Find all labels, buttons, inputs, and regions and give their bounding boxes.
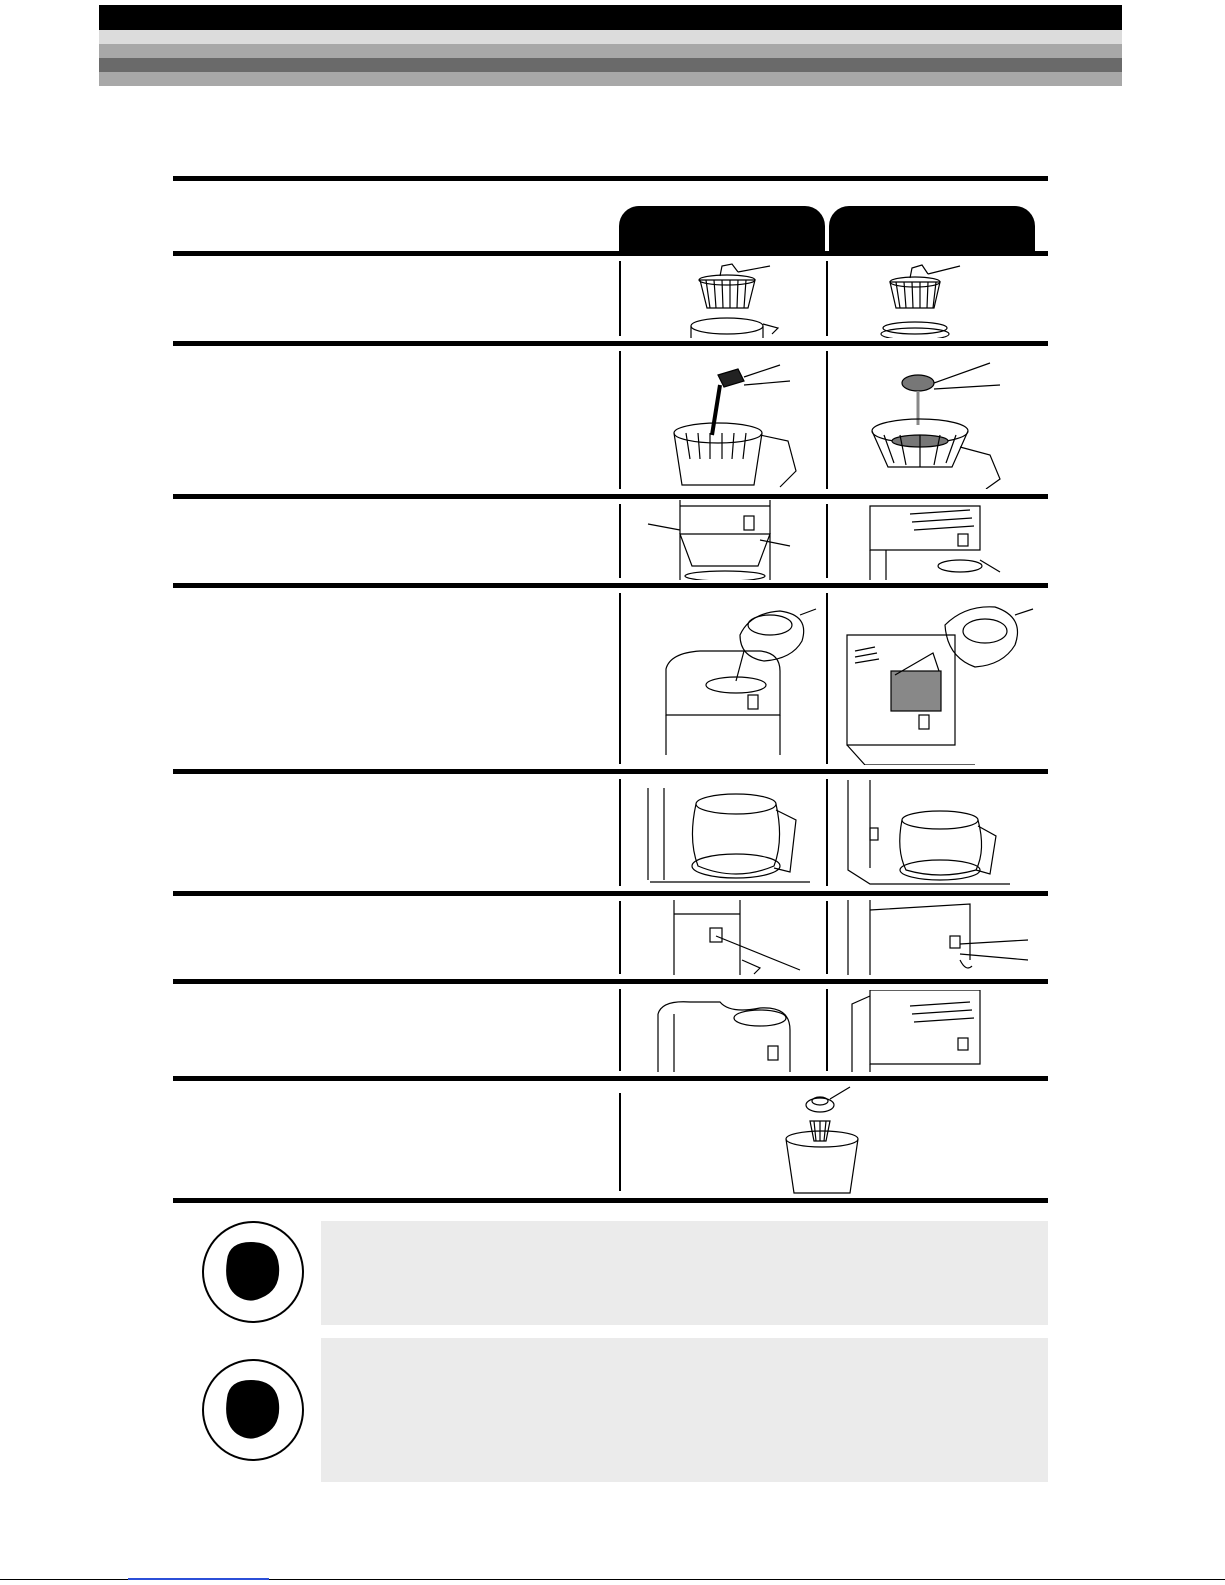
column-separator — [619, 901, 621, 974]
column-separator — [826, 989, 828, 1071]
row-divider — [173, 1076, 1048, 1081]
filter-insert-illustration — [660, 262, 790, 338]
header-stripe-black — [99, 5, 1122, 30]
column-separator — [619, 504, 621, 578]
header-stripe-mid — [99, 44, 1122, 58]
column-tab-1 — [619, 206, 825, 255]
discard-grounds-illustration — [770, 1085, 880, 1195]
note-box-1 — [321, 1221, 1048, 1325]
table-bottom-rule — [173, 1198, 1048, 1203]
carafe-warmer-illustration — [840, 780, 1030, 886]
column-separator — [619, 593, 621, 764]
column-separator — [619, 351, 621, 489]
press-switch-illustration — [840, 900, 1030, 975]
pour-water-illustration — [640, 595, 820, 765]
row-divider — [173, 583, 1048, 588]
row-divider — [173, 341, 1048, 346]
column-separator — [619, 779, 621, 886]
row-divider — [173, 891, 1048, 896]
info-badge-icon — [201, 1358, 305, 1462]
note-box-2 — [321, 1338, 1048, 1482]
column-separator — [826, 779, 828, 886]
place-funnel-illustration — [640, 500, 800, 580]
column-separator — [826, 593, 828, 764]
column-separator — [826, 261, 828, 336]
row-divider — [173, 494, 1048, 499]
footer-link-underline[interactable] — [128, 1578, 269, 1580]
column-separator — [619, 1093, 621, 1191]
press-switch-illustration — [650, 900, 810, 975]
header-stripe-dark — [99, 58, 1122, 72]
filter-insert-illustration — [860, 262, 990, 338]
column-separator — [826, 901, 828, 974]
carafe-warmer-illustration — [640, 780, 820, 886]
add-coffee-illustration — [640, 355, 800, 489]
column-separator — [826, 504, 828, 578]
add-coffee-illustration — [850, 355, 1010, 489]
column-separator — [826, 351, 828, 489]
pour-water-illustration — [835, 595, 1035, 765]
column-tab-2 — [829, 206, 1035, 255]
row-divider — [173, 979, 1048, 984]
column-separator — [619, 989, 621, 1071]
brewer-lid-closed-illustration — [840, 990, 1030, 1072]
header-stripe-light — [99, 30, 1122, 44]
table-top-rule — [173, 176, 1048, 181]
row-divider — [173, 769, 1048, 774]
header-stripe-mid-2 — [99, 72, 1122, 86]
row-divider — [173, 251, 1048, 256]
info-badge-icon — [201, 1220, 305, 1324]
place-funnel-illustration — [850, 500, 1010, 580]
column-separator — [619, 261, 621, 336]
brewer-lid-closed-illustration — [650, 990, 820, 1072]
